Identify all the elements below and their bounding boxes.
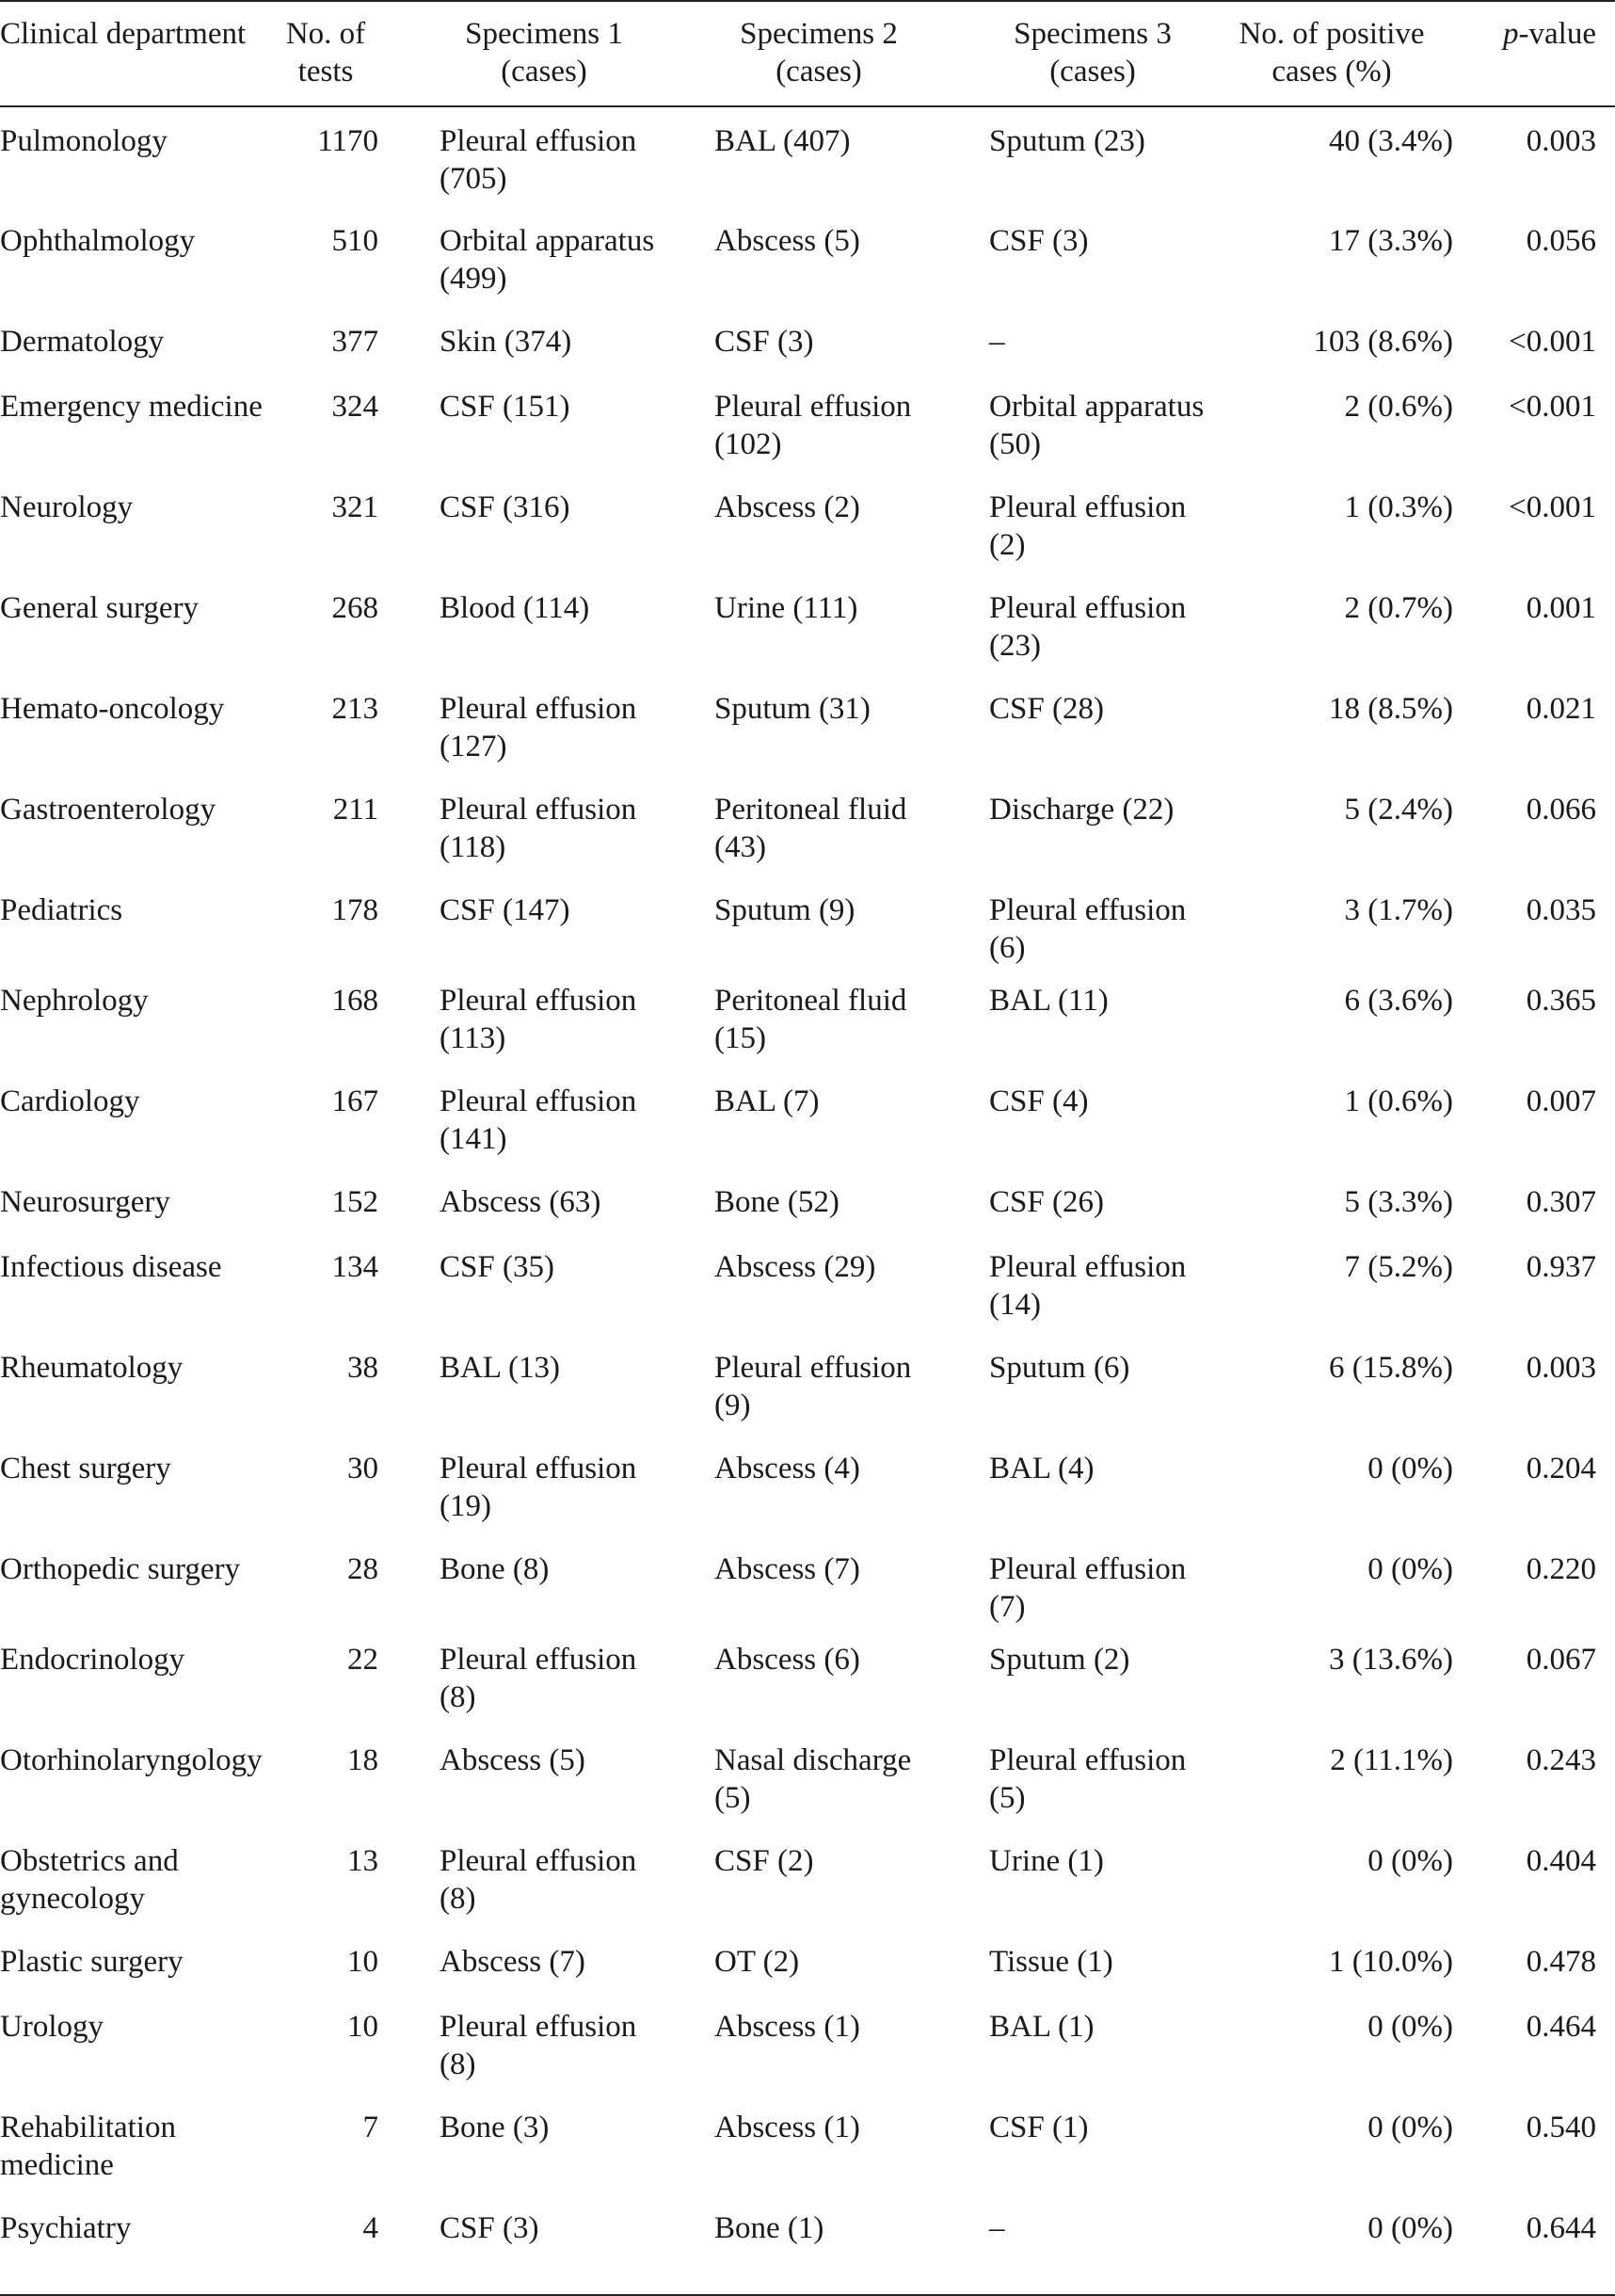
cell-specimens-1: Pleural effusion (127) — [440, 692, 637, 763]
cell-tests: 211 — [332, 793, 378, 827]
cell-department: Endocrinology — [0, 1643, 185, 1677]
cell-specimens-2: Abscess (1) — [714, 2010, 860, 2044]
cell-tests: 4 — [362, 2211, 378, 2245]
cell-department: Rehabilitation medicine — [0, 2111, 176, 2182]
table-row — [0, 1928, 1615, 1993]
table-row — [0, 308, 1615, 373]
cell-department: Rheumatology — [0, 1351, 184, 1385]
cell-specimens-1: BAL (13) — [440, 1351, 561, 1385]
cell-p-value: 0.007 — [1526, 1084, 1596, 1118]
cell-department: Orthopedic surgery — [0, 1552, 241, 1586]
cell-specimens-3: Sputum (2) — [989, 1643, 1130, 1677]
cell-p-value: 0.464 — [1526, 2010, 1596, 2044]
cell-specimens-2: Nasal discharge (5) — [714, 1743, 912, 1815]
cell-specimens-2: Abscess (2) — [714, 490, 860, 524]
cell-specimens-3: Urine (1) — [989, 1844, 1104, 1878]
cell-tests: 268 — [331, 591, 378, 625]
cell-specimens-1: Pleural effusion (141) — [440, 1084, 637, 1156]
cell-specimens-1: CSF (316) — [440, 490, 570, 524]
table-row — [0, 1334, 1615, 1435]
cell-specimens-3: Pleural effusion (14) — [989, 1250, 1187, 1322]
cell-specimens-3: – — [989, 325, 1005, 359]
cell-department: General surgery — [0, 591, 200, 625]
table-row — [0, 2194, 1615, 2295]
cell-p-value: 0.001 — [1526, 591, 1596, 625]
header-specimens-2: Specimens 2 (cases) — [740, 17, 898, 88]
table-row — [0, 1827, 1615, 1928]
cell-positive-cases: 0 (0%) — [1367, 1452, 1453, 1485]
cell-tests: 1170 — [317, 124, 378, 158]
cell-specimens-3: CSF (28) — [989, 692, 1104, 726]
cell-specimens-2: Abscess (1) — [714, 2111, 860, 2144]
cell-positive-cases: 7 (5.2%) — [1344, 1250, 1453, 1284]
cell-specimens-2: OT (2) — [714, 1945, 800, 1979]
cell-p-value: 0.003 — [1526, 124, 1596, 158]
cell-specimens-2: Peritoneal fluid (43) — [714, 793, 907, 864]
cell-p-value: <0.001 — [1509, 490, 1596, 524]
table-row — [0, 373, 1615, 474]
table-row — [0, 1233, 1615, 1334]
cell-specimens-2: CSF (2) — [714, 1844, 814, 1878]
cell-specimens-1: Pleural effusion (8) — [440, 2010, 637, 2081]
cell-specimens-1: Pleural effusion (113) — [440, 984, 637, 1055]
cell-p-value: 0.204 — [1526, 1452, 1596, 1485]
cell-positive-cases: 103 (8.6%) — [1313, 325, 1453, 359]
table-row — [0, 1535, 1615, 1626]
cell-positive-cases: 1 (10.0%) — [1329, 1945, 1453, 1979]
cell-tests: 10 — [347, 1945, 378, 1979]
cell-tests: 167 — [331, 1084, 378, 1118]
cell-p-value: 0.243 — [1526, 1743, 1596, 1777]
header-department: Clinical department — [0, 17, 247, 51]
cell-p-value: 0.003 — [1526, 1351, 1596, 1385]
cell-department: Plastic surgery — [0, 1945, 184, 1979]
cell-tests: 134 — [331, 1250, 378, 1284]
cell-positive-cases: 0 (0%) — [1367, 2111, 1453, 2144]
cell-p-value: <0.001 — [1509, 390, 1596, 424]
cell-specimens-3: Orbital apparatus (50) — [989, 390, 1205, 461]
cell-specimens-3: Tissue (1) — [989, 1945, 1113, 1979]
cell-specimens-1: Orbital apparatus (499) — [440, 224, 655, 296]
cell-department: Neurology — [0, 490, 134, 524]
cell-specimens-1: CSF (147) — [440, 893, 570, 927]
cell-positive-cases: 2 (0.6%) — [1344, 390, 1453, 424]
cell-specimens-3: BAL (11) — [989, 984, 1109, 1018]
cell-specimens-3: Pleural effusion (6) — [989, 893, 1187, 965]
cell-specimens-1: CSF (151) — [440, 390, 570, 424]
table-row — [0, 474, 1615, 574]
cell-specimens-3: CSF (26) — [989, 1185, 1104, 1219]
cell-positive-cases: 17 (3.3%) — [1329, 224, 1453, 258]
cell-specimens-1: Abscess (5) — [440, 1743, 585, 1777]
cell-department: Hemato-oncology — [0, 692, 225, 726]
cell-tests: 22 — [347, 1643, 378, 1677]
cell-specimens-2: Pleural effusion (9) — [714, 1351, 912, 1422]
cell-department: Pulmonology — [0, 124, 168, 158]
cell-tests: 168 — [331, 984, 378, 1018]
cell-specimens-3: Pleural effusion (7) — [989, 1552, 1187, 1624]
cell-specimens-1: Abscess (7) — [440, 1945, 585, 1979]
cell-p-value: 0.540 — [1526, 2111, 1596, 2144]
cell-p-value: 0.478 — [1526, 1945, 1596, 1979]
cell-specimens-3: CSF (1) — [989, 2111, 1089, 2144]
cell-specimens-1: CSF (3) — [440, 2211, 539, 2245]
table-row — [0, 1168, 1615, 1233]
cell-positive-cases: 1 (0.3%) — [1344, 490, 1453, 524]
cell-department: Otorhinolaryngology — [0, 1743, 263, 1777]
cell-department: Psychiatry — [0, 2211, 132, 2245]
cell-specimens-1: Pleural effusion (8) — [440, 1844, 637, 1916]
cell-department: Nephrology — [0, 984, 149, 1018]
cell-specimens-1: Pleural effusion (8) — [440, 1643, 637, 1714]
cell-department: Infectious disease — [0, 1250, 222, 1284]
cell-specimens-3: CSF (4) — [989, 1084, 1089, 1118]
table-row — [0, 675, 1615, 776]
header-p-rest: -value — [1518, 17, 1596, 51]
table-row — [0, 1726, 1615, 1827]
table-header — [0, 1, 1615, 106]
cell-specimens-2: Pleural effusion (102) — [714, 390, 912, 461]
header-row — [0, 1, 1615, 106]
cell-specimens-2: Urine (111) — [714, 591, 858, 625]
cell-p-value: 0.644 — [1526, 2211, 1596, 2245]
cell-specimens-2: Peritoneal fluid (15) — [714, 984, 907, 1055]
cell-department: Ophthalmology — [0, 224, 196, 258]
cell-tests: 28 — [347, 1552, 378, 1586]
header-p-italic: p — [1503, 17, 1519, 51]
cell-positive-cases: 0 (0%) — [1367, 2010, 1453, 2044]
cell-specimens-2: Abscess (4) — [714, 1452, 860, 1485]
cell-positive-cases: 5 (2.4%) — [1344, 793, 1453, 827]
table-row — [0, 1626, 1615, 1726]
cell-p-value: 0.404 — [1526, 1844, 1596, 1878]
cell-positive-cases: 5 (3.3%) — [1344, 1185, 1453, 1219]
table-row — [0, 1068, 1615, 1168]
cell-specimens-2: CSF (3) — [714, 325, 814, 359]
cell-specimens-2: Abscess (5) — [714, 224, 860, 258]
cell-specimens-2: Sputum (31) — [714, 692, 871, 726]
cell-tests: 324 — [331, 390, 378, 424]
table-row — [0, 876, 1615, 967]
table-row — [0, 106, 1615, 207]
cell-specimens-3: BAL (1) — [989, 2010, 1095, 2044]
cell-specimens-1: Skin (374) — [440, 325, 572, 359]
cell-p-value: 0.365 — [1526, 984, 1596, 1018]
cell-specimens-1: Bone (8) — [440, 1552, 550, 1586]
cell-p-value: 0.307 — [1526, 1185, 1596, 1219]
cell-specimens-3: BAL (4) — [989, 1452, 1095, 1485]
cell-specimens-3: CSF (3) — [989, 224, 1089, 258]
cell-p-value: <0.001 — [1509, 325, 1596, 359]
cell-specimens-2: Bone (1) — [714, 2211, 824, 2245]
cell-department: Emergency medicine — [0, 390, 263, 424]
table-row — [0, 1993, 1615, 2094]
cell-specimens-1: Pleural effusion (19) — [440, 1452, 637, 1523]
cell-p-value: 0.021 — [1526, 692, 1596, 726]
cell-p-value: 0.035 — [1526, 893, 1596, 927]
cell-specimens-1: Pleural effusion (705) — [440, 124, 637, 196]
cell-positive-cases: 0 (0%) — [1367, 1844, 1453, 1878]
cell-specimens-3: – — [989, 2211, 1005, 2245]
cell-p-value: 0.066 — [1526, 793, 1596, 827]
cell-p-value: 0.220 — [1526, 1552, 1596, 1586]
cell-specimens-2: Bone (52) — [714, 1185, 839, 1219]
cell-specimens-3: Pleural effusion (5) — [989, 1743, 1187, 1815]
table-row — [0, 967, 1615, 1068]
cell-department: Dermatology — [0, 325, 165, 359]
cell-specimens-1: Abscess (63) — [440, 1185, 601, 1219]
cell-tests: 152 — [331, 1185, 378, 1219]
cell-specimens-3: Sputum (6) — [989, 1351, 1130, 1385]
cell-tests: 18 — [347, 1743, 378, 1777]
cell-tests: 213 — [331, 692, 378, 726]
cell-specimens-1: Bone (3) — [440, 2111, 550, 2144]
cell-specimens-2: Abscess (6) — [714, 1643, 860, 1677]
cell-specimens-3: Sputum (23) — [989, 124, 1145, 158]
header-positive-cases: No. of positive cases (%) — [1239, 17, 1425, 88]
table-row — [0, 574, 1615, 675]
cell-positive-cases: 2 (0.7%) — [1344, 591, 1453, 625]
cell-positive-cases: 3 (1.7%) — [1344, 893, 1453, 927]
cell-p-value: 0.937 — [1526, 1250, 1596, 1284]
cell-tests: 10 — [347, 2010, 378, 2044]
cell-tests: 178 — [331, 893, 378, 927]
cell-p-value: 0.067 — [1526, 1643, 1596, 1677]
cell-positive-cases: 40 (3.4%) — [1329, 124, 1453, 158]
header-specimens-3: Specimens 3 (cases) — [1014, 17, 1172, 88]
cell-specimens-3: Pleural effusion (23) — [989, 591, 1187, 663]
cell-specimens-1: CSF (35) — [440, 1250, 554, 1284]
header-tests: No. of tests — [285, 17, 366, 88]
cell-department: Urology — [0, 2010, 104, 2044]
cell-p-value: 0.056 — [1526, 224, 1596, 258]
header-p-value — [1463, 1, 1615, 106]
cell-tests: 321 — [331, 490, 378, 524]
cell-specimens-2: BAL (7) — [714, 1084, 820, 1118]
cell-positive-cases: 0 (0%) — [1367, 1552, 1453, 1586]
cell-positive-cases: 6 (3.6%) — [1344, 984, 1453, 1018]
table-row — [0, 776, 1615, 876]
cell-specimens-2: BAL (407) — [714, 124, 851, 158]
cell-tests: 30 — [347, 1452, 378, 1485]
cell-department: Neurosurgery — [0, 1185, 170, 1219]
cell-specimens-1: Blood (114) — [440, 591, 590, 625]
cell-positive-cases: 1 (0.6%) — [1344, 1084, 1453, 1118]
cell-specimens-2: Abscess (29) — [714, 1250, 876, 1284]
table-body — [0, 106, 1615, 2295]
cell-tests: 377 — [331, 325, 378, 359]
cell-specimens-1: Pleural effusion (118) — [440, 793, 637, 864]
cell-positive-cases: 2 (11.1%) — [1330, 1743, 1453, 1777]
cell-tests: 13 — [347, 1844, 378, 1878]
cell-tests: 7 — [362, 2111, 378, 2144]
cell-department: Pediatrics — [0, 893, 123, 927]
cell-department: Gastroenterology — [0, 793, 216, 827]
cell-positive-cases: 0 (0%) — [1367, 2211, 1453, 2245]
cell-specimens-3: Discharge (22) — [989, 793, 1175, 827]
cell-positive-cases: 6 (15.8%) — [1329, 1351, 1453, 1385]
cell-specimens-2: Abscess (7) — [714, 1552, 860, 1586]
cell-positive-cases: 18 (8.5%) — [1329, 692, 1453, 726]
cell-department: Chest surgery — [0, 1452, 171, 1485]
table-row — [0, 2094, 1615, 2194]
cell-specimens-3: Pleural effusion (2) — [989, 490, 1187, 562]
table-row — [0, 207, 1615, 308]
cell-department: Cardiology — [0, 1084, 140, 1118]
header-specimens-1: Specimens 1 (cases) — [465, 17, 623, 88]
cell-specimens-2: Sputum (9) — [714, 893, 855, 927]
cell-positive-cases: 3 (13.6%) — [1329, 1643, 1453, 1677]
table-row — [0, 1435, 1615, 1535]
cell-department: Obstetrics and gynecology — [0, 1844, 179, 1916]
cell-tests: 510 — [331, 224, 378, 258]
cell-tests: 38 — [347, 1351, 378, 1385]
